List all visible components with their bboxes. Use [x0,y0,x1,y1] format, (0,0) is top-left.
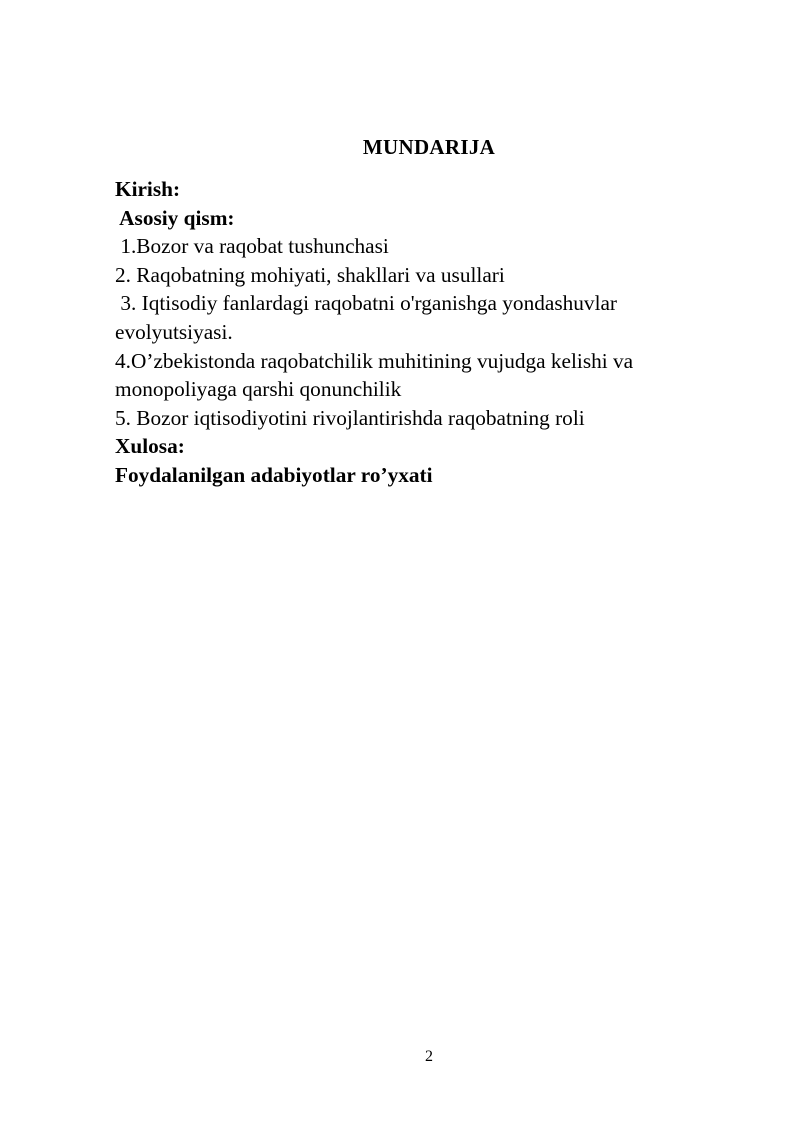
toc-entry-4: 4.O’zbekistonda raqobatchilik muhitining vujudga kelishi va [115,348,634,373]
toc-entry-4-continued: monopoliyaga qarshi qonunchilik [115,377,402,402]
toc-entry-3-continued: evolyutsiyasi. [115,319,233,344]
toc-entry-2: 2. Raqobatning mohiyati, shakllari va usullari [115,262,505,287]
toc-entry-5: 5. Bozor iqtisodiyotini rivojlantirishda raqobatning roli [115,405,585,430]
toc-title: MUNDARIJA [362,135,496,159]
toc-entry-conclusion: Xulosa: [115,434,185,459]
toc-entry-references: Foydalanilgan adabiyotlar ro’yxati [115,462,433,487]
table-of-contents [115,175,715,490]
toc-entry-1: 1.Bozor va raqobat tushunchasi [115,234,389,259]
toc-entry-introduction: Kirish: [115,177,181,201]
page-number: 2 [425,1048,433,1065]
toc-entry-main-part: Asosiy qism: [115,205,235,230]
toc-entry-3: 3. Iqtisodiy fanlardagi raqobatni o'rganishga yondashuvlar [115,291,618,316]
